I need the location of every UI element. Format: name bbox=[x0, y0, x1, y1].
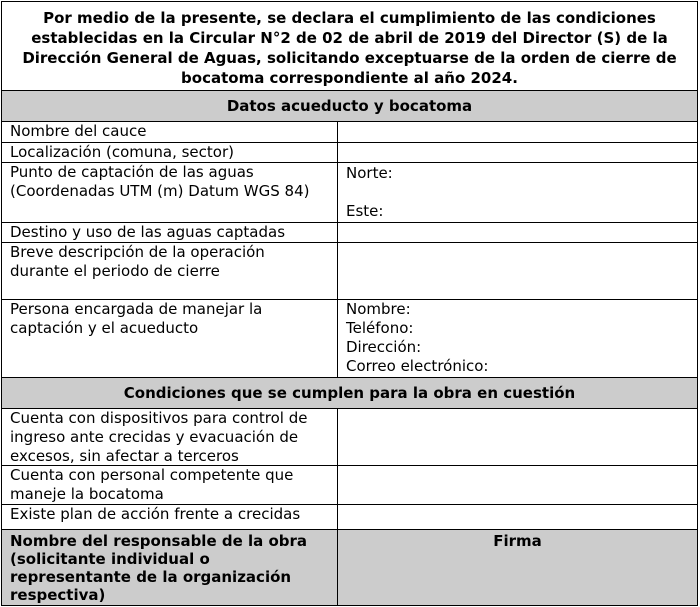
row-label: durante el periodo de cierre bbox=[10, 262, 220, 280]
correo-label: Correo electrónico: bbox=[346, 357, 489, 375]
responsable-label: representante de la organización bbox=[10, 568, 292, 586]
row-destino-uso bbox=[2, 223, 697, 243]
row-descripcion-operacion bbox=[2, 243, 697, 300]
nombre-cauce-field[interactable] bbox=[338, 122, 697, 142]
nombre-label: Nombre: bbox=[346, 300, 411, 318]
header-line: bocatoma correspondiente al año 2024. bbox=[181, 69, 518, 87]
row-label: Breve descripción de la operación bbox=[10, 243, 265, 261]
row-label: Persona encargada de manejar la bbox=[10, 300, 263, 318]
declaration-header bbox=[2, 2, 697, 91]
firma-label: Firma bbox=[493, 532, 542, 550]
plan-accion-field[interactable] bbox=[338, 505, 697, 529]
row-persona-encargada bbox=[2, 300, 697, 378]
responsable-label: respectiva) bbox=[10, 586, 106, 604]
dispositivos-field[interactable] bbox=[338, 409, 697, 465]
label-cell bbox=[2, 122, 338, 142]
localizacion-field[interactable] bbox=[338, 143, 697, 162]
responsable-label: Nombre del responsable de la obra bbox=[10, 532, 308, 550]
label-cell bbox=[2, 505, 338, 529]
declaration-form bbox=[1, 1, 698, 606]
row-label: Existe plan de acción frente a crecidas bbox=[10, 505, 301, 523]
label-cell bbox=[2, 243, 338, 299]
section-title-label: Datos acueducto y bocatoma bbox=[226, 97, 473, 115]
row-label: (Coordenadas UTM (m) Datum WGS 84) bbox=[10, 182, 310, 200]
row-label: Cuenta con personal competente que bbox=[10, 466, 294, 484]
row-label: Destino y uso de las aguas captadas bbox=[10, 223, 286, 241]
direccion-label: Dirección: bbox=[346, 338, 422, 356]
row-label: Punto de captación de las aguas bbox=[10, 163, 254, 181]
row-label: maneje la bocatoma bbox=[10, 485, 164, 503]
row-responsable-firma bbox=[2, 530, 697, 605]
section-title-label: Condiciones que se cumplen para la obra en cuestión bbox=[123, 384, 576, 402]
label-cell bbox=[2, 409, 338, 465]
row-personal-competente bbox=[2, 466, 697, 505]
row-plan-accion bbox=[2, 505, 697, 530]
contacto-field[interactable] bbox=[338, 300, 697, 377]
label-cell bbox=[2, 466, 338, 504]
row-label: Localización (comuna, sector) bbox=[10, 143, 234, 161]
section-title-condiciones bbox=[2, 378, 697, 409]
header-line: establecidas en la Circular N°2 de 02 de abril de 2019 del Director (S) de la bbox=[31, 29, 668, 47]
header-line: Dirección General de Aguas, solicitando exceptuarse de la orden de cierre de bbox=[22, 49, 677, 67]
firma-cell[interactable] bbox=[338, 530, 697, 605]
label-cell bbox=[2, 223, 338, 242]
label-cell bbox=[2, 143, 338, 162]
personal-competente-field[interactable] bbox=[338, 466, 697, 504]
header-line: Por medio de la presente, se declara el cumplimiento de las condiciones bbox=[43, 9, 656, 27]
responsable-label: (solicitante individual o bbox=[10, 550, 210, 568]
row-label: ingreso ante crecidas y evacuación de bbox=[10, 428, 299, 446]
row-localizacion bbox=[2, 143, 697, 163]
label-cell bbox=[2, 300, 338, 377]
row-nombre-cauce bbox=[2, 122, 697, 143]
descripcion-operacion-field[interactable] bbox=[338, 243, 697, 299]
row-dispositivos bbox=[2, 409, 697, 466]
destino-uso-field[interactable] bbox=[338, 223, 697, 242]
coordenadas-field[interactable] bbox=[338, 163, 697, 222]
row-punto-captacion bbox=[2, 163, 697, 223]
section-title-datos bbox=[2, 91, 697, 122]
norte-label: Norte: bbox=[346, 164, 393, 182]
label-cell bbox=[2, 163, 338, 222]
responsable-cell bbox=[2, 530, 338, 605]
telefono-label: Teléfono: bbox=[346, 319, 414, 337]
row-label: excesos, sin afectar a terceros bbox=[10, 447, 239, 465]
row-label: captación y el acueducto bbox=[10, 319, 199, 337]
row-label: Cuenta con dispositivos para control de bbox=[10, 409, 308, 427]
este-label: Este: bbox=[346, 202, 384, 220]
row-label: Nombre del cauce bbox=[10, 122, 147, 140]
